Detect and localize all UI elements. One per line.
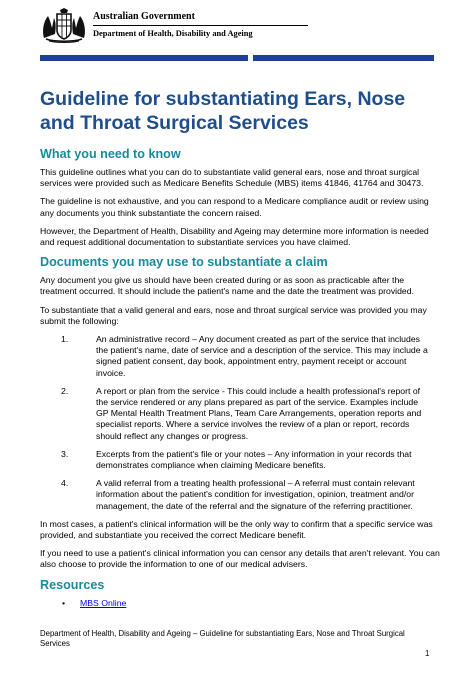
wordmark-divider	[93, 25, 308, 26]
government-wordmark	[93, 11, 308, 39]
page-number: 1	[425, 649, 430, 658]
list-item	[40, 334, 440, 379]
section-heading-resources: Resources	[40, 577, 105, 592]
paragraph: If you need to use a patient's clinical information you can censor any details that aren't relevant. You can also choose to provide the information to one of our medical advisers.	[40, 548, 440, 570]
list-number: 3.	[61, 448, 69, 459]
header-color-bar	[40, 55, 434, 61]
paragraph: To substantiate that a valid general and ears, nose and throat surgical service was provided you may submit the following:	[40, 304, 427, 326]
mbs-online-link[interactable]: MBS Online	[80, 597, 127, 608]
list-number: 4.	[61, 478, 69, 489]
list-item	[40, 386, 440, 442]
documents-list	[40, 334, 440, 512]
list-item	[40, 598, 440, 609]
list-text: A report or plan from the service - This could include a health professional's report of the service rendered or any plans prepared as part of the service. Examples include GP Mental Health Treatment Plans, Team Care Arrangements, operation reports and specialist reports. Where a service involves the review of a plan or report, records should reflect any changes or progress.	[96, 385, 422, 441]
bullet-icon: •	[62, 597, 66, 608]
section-heading-need: What you need to know	[40, 147, 181, 161]
list-item	[40, 449, 440, 471]
government-name: Australian Government	[93, 11, 195, 22]
paragraph: Any document you give us should have been created during or as soon as practicable after the treatment occurred. It should include the patient's name and the date the treatment was provided.	[40, 275, 414, 297]
list-text: A valid referral from a treating health professional – A referral must contain relevant information about the patient's condition for investigation, opinion, treatment and/or management, the date of the referral and the signature of the referring practitioner.	[96, 478, 415, 511]
paragraph: This guideline outlines what you can do to substantiate valid general ears, nose and throat surgical services were provided such as Medicare Benefits Schedule (MBS) items 41846, 41764 and 30473.	[40, 167, 424, 189]
list-item	[40, 478, 440, 512]
list-number: 1.	[61, 334, 69, 345]
paragraph: However, the Department of Health, Disability and Ageing may determine more information is needed and request additional documentation to substantiate services you have claimed.	[40, 225, 429, 248]
document-body	[40, 87, 440, 609]
page-footer: Department of Health, Disability and Ageing – Guideline for substantiating Ears, Nose and Throat Surgical Services	[40, 629, 405, 648]
resources-list	[40, 598, 440, 609]
section-heading-documents: Documents you may use to substantiate a claim	[40, 255, 328, 270]
department-name: Department of Health, Disability and Ageing	[93, 29, 253, 38]
paragraph: The guideline is not exhaustive, and you can respond to a Medicare compliance audit or review using any documents you think substantiate the concern raised.	[40, 196, 429, 218]
government-header	[40, 8, 300, 44]
list-number: 2.	[61, 385, 69, 396]
list-text: An administrative record – Any document created as part of the service that includes the patient's name, date of service and a description of the service. This may include a signed patient consent, day book, appointment entry, payment receipt or account invoice.	[96, 334, 428, 378]
page-title: Guideline for substantiating Ears, Nose and Throat Surgical Services	[40, 88, 406, 134]
list-text: Excerpts from the patient's file or your notes – Any information in your records that demonstrates compliance when claiming Medicare benefits.	[96, 448, 412, 471]
coat-of-arms-icon	[40, 8, 88, 44]
paragraph: In most cases, a patient's clinical information will be the only way to confirm that a specific service was provided, and substantiate you received the correct Medicare benefit.	[40, 518, 433, 541]
